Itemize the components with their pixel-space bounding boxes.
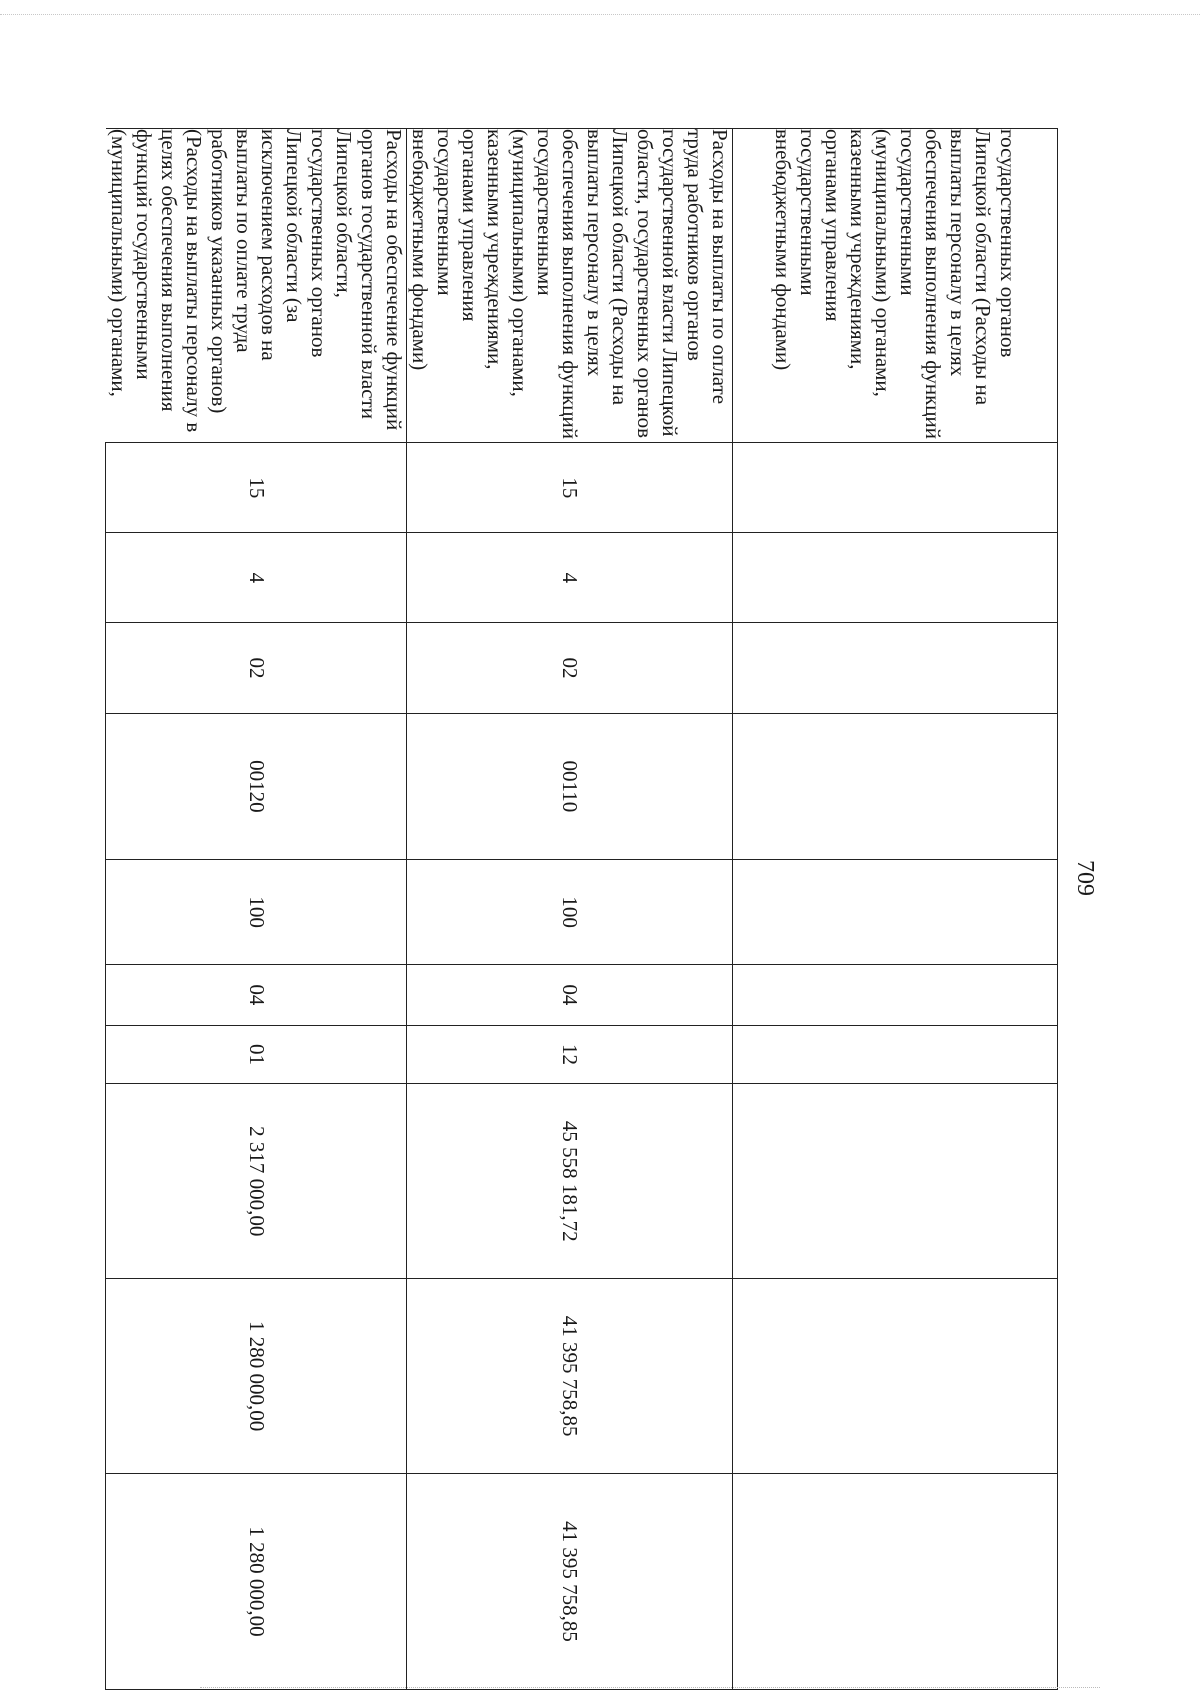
cell-code-1: 15 [407,443,733,533]
cell-code-5 [733,860,1058,965]
row-description: Расходы на обеспечение функций органов государственной власти Липецкой области, государственных органов Липецкой области (за исключением расходов на выплаты по оплате труда работников указанных органов) (Расходы на выплаты персоналу в целях обеспечения выполнения функций государственными (муниципальными) органами, [106,129,407,443]
cell-code-4 [733,713,1058,860]
cell-code-2: 4 [106,533,407,623]
table-row [733,129,1058,1690]
cell-amount-3: 1 280 000,00 [106,1474,407,1690]
rotated-table-container [107,128,1058,1690]
cell-amount-2: 41 395 758,85 [407,1279,733,1474]
cell-code-7: 01 [106,1025,407,1084]
cell-code-6 [733,964,1058,1025]
cell-amount-2 [733,1279,1058,1474]
cell-code-2 [733,533,1058,623]
cell-code-3: 02 [407,623,733,713]
cell-code-2: 4 [407,533,733,623]
cell-amount-1: 45 558 181,72 [407,1084,733,1279]
cell-code-4: 00110 [407,713,733,860]
cell-code-4: 00120 [106,713,407,860]
cell-code-1 [733,443,1058,533]
table-row [407,129,733,1690]
cell-code-7 [733,1025,1058,1084]
scan-bottom-edge [200,1687,1100,1690]
page-number: 709 [1072,860,1098,896]
row-description: государственных органов Липецкой области (Расходы на выплаты персоналу в целях обеспечения выполнения функций государственными (муниципальными) органами, казенными учреждениями, органами управления государственными внебюджетными фондами) [733,129,1058,443]
cell-code-7: 12 [407,1025,733,1084]
table-row [106,129,407,1690]
cell-amount-1 [733,1084,1058,1279]
row-3-anchor [130,128,131,129]
cell-code-1: 15 [106,443,407,533]
cell-code-3 [733,623,1058,713]
cell-code-5: 100 [106,860,407,965]
row-description: Расходы на выплаты по оплате труда работников органов государственной власти Липецкой области, государственных органов Липецкой области (Расходы на выплаты персоналу в целях обеспечения выполнения функций государственными (муниципальными) органами, казенными учреждениями, органами управления государственными внебюджетными фондами) [407,129,733,443]
cell-code-6: 04 [407,964,733,1025]
budget-table [106,128,1059,1690]
cell-code-6: 04 [106,964,407,1025]
cell-amount-3: 41 395 758,85 [407,1474,733,1690]
cell-code-3: 02 [106,623,407,713]
cell-code-5: 100 [407,860,733,965]
cell-amount-2: 1 280 000,00 [106,1279,407,1474]
cell-amount-1: 2 317 000,00 [106,1084,407,1279]
cell-amount-3 [733,1474,1058,1690]
scan-top-edge [0,0,1200,15]
